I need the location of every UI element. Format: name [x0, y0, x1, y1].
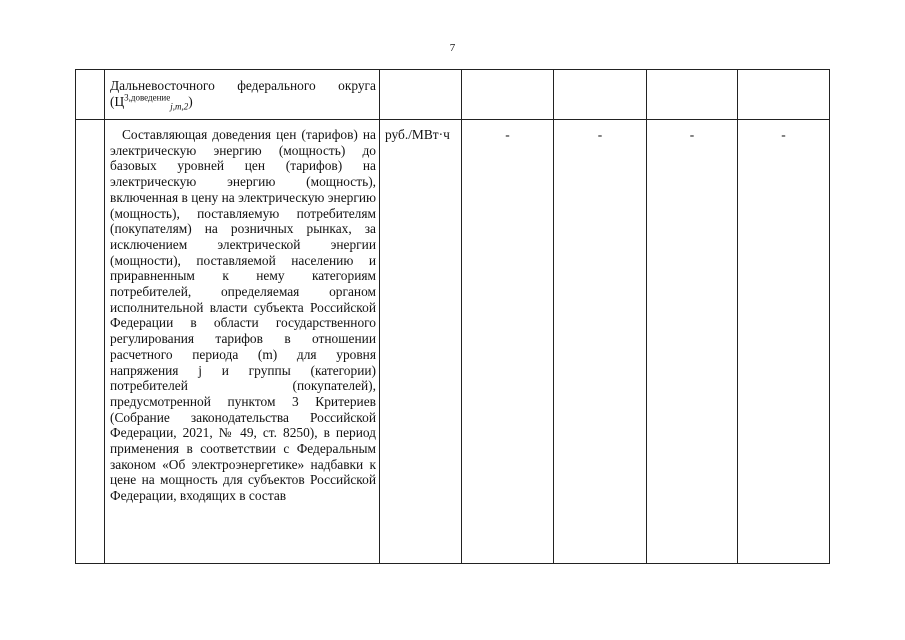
- symbol-subscript: j,m,2: [170, 101, 189, 112]
- value-cell: [554, 70, 647, 120]
- unit-text: руб./МВт·ч: [385, 127, 450, 142]
- symbol-base: Ц: [114, 93, 125, 109]
- value-cell: [738, 120, 830, 564]
- unit-cell: [380, 70, 462, 120]
- symbol-superscript: 3,доведение: [124, 92, 171, 103]
- value-cell: [647, 120, 738, 564]
- table-row: [76, 120, 830, 564]
- value-dash: -: [781, 127, 786, 142]
- description-cell: [105, 120, 380, 564]
- table-row: [76, 70, 830, 120]
- value-cell: [462, 70, 554, 120]
- value-cell: [462, 120, 554, 564]
- page-number: 7: [449, 42, 456, 54]
- row-number-cell: [76, 120, 105, 564]
- description-cell: [105, 70, 380, 120]
- value-cell: [647, 70, 738, 120]
- unit-cell: [380, 120, 462, 564]
- row-number-cell: [76, 70, 105, 120]
- value-dash: -: [505, 127, 510, 142]
- value-dash: -: [597, 127, 603, 142]
- symbol-close: ): [188, 93, 193, 109]
- description-text: [105, 70, 379, 112]
- value-cell: [738, 70, 830, 120]
- value-cell: [554, 120, 647, 564]
- description-fragment: Дальневосточного федерального округа (: [110, 78, 376, 109]
- value-dash: -: [689, 127, 695, 142]
- description-text: Составляющая доведения цен (тарифов) на электрическую энергию (мощность) до базовых уровней цен (тарифов) на электрическую энергию (мощность), включенная в цену на электрическую энергию (мощность), поставляемую потребителям (покупателям) на розничных рынках, за исключением электрической энергии (мощности), поставляемой населению и приравненным к нему категориям потребителей, определяемая органом исполнительной власти субъекта Российской Федерации в области государственного регулирования тарифов в отношении расчетного периода (m) для уровня напряжения j и группы (категории) потребителей (покупателей), предусмотренной пунктом 3 Критериев (Собрание законодательства Российской Федерации, 2021, № 49, ст. 8250), в период применения в соответствии с Федеральным законом «Об электроэнергетике» надбавки к цене на мощность для субъектов Российской Федерации, входящих в состав: [110, 127, 376, 504]
- formula-symbol: [114, 92, 193, 112]
- tariff-table: [75, 69, 830, 564]
